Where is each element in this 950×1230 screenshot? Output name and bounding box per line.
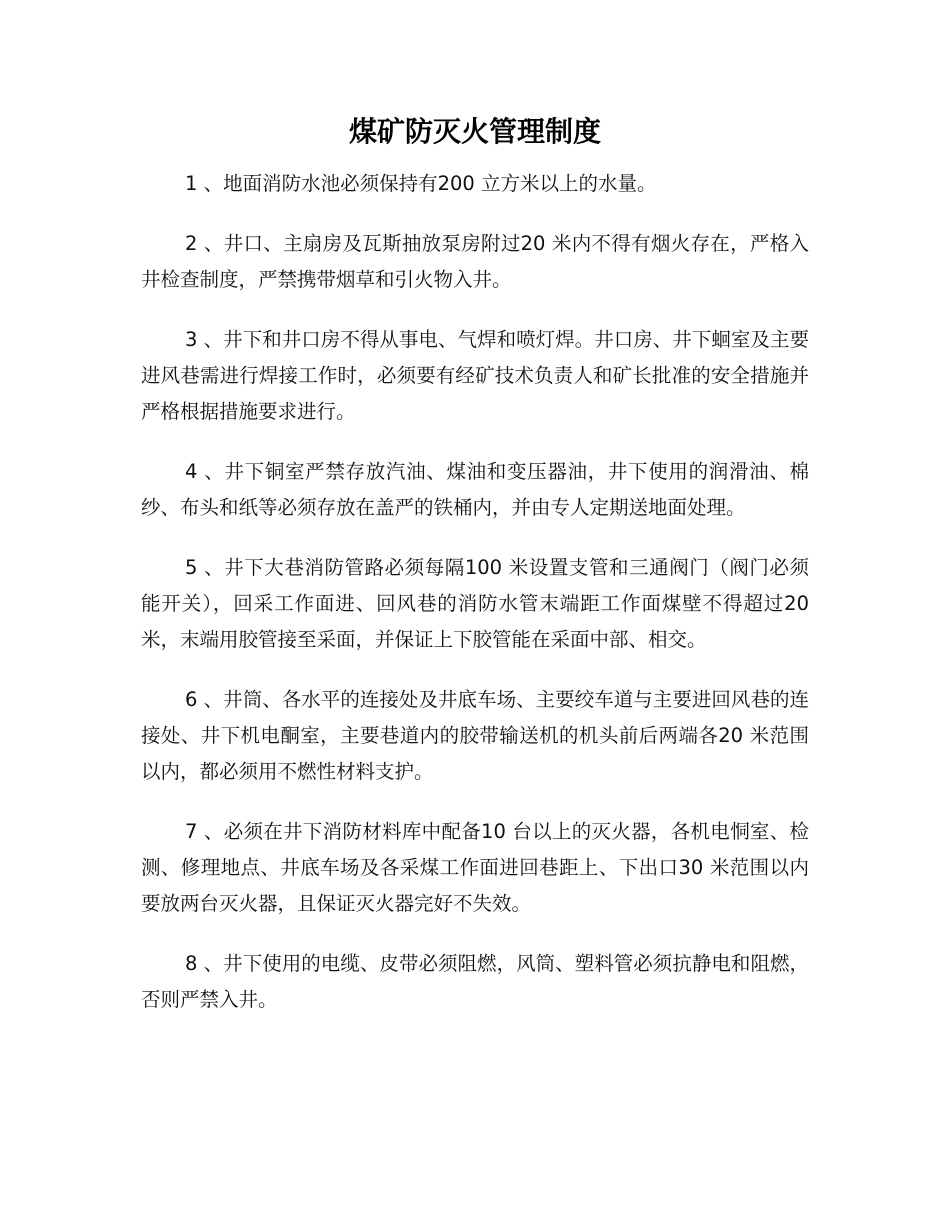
- paragraph-2: 2 、井口、主扇房及瓦斯抽放泵房附过20 米内不得有烟火存在，严格入井检查制度，严禁携带烟草和引火物入井。: [141, 232, 809, 291]
- document-body: [141, 166, 809, 1042]
- paragraph-3: 3 、井下和井口房不得从事电、气焊和喷灯焊。井口房、井下蛔室及主要进风巷需进行焊接工作时，必须要有经矿技术负责人和矿长批准的安全措施并严格根据措施要求进行。: [141, 328, 809, 423]
- paragraph-6: 6 、井筒、各水平的连接处及井底车场、主要绞车道与主要进回风巷的连接处、井下机电酮室，主要巷道内的胶带输送机的机头前后两端各20 米范围以内，都必须用不燃性材料支护。: [141, 688, 809, 783]
- paragraph-1: 1 、地面消防水池必须保持有200 立方米以上的水量。: [185, 172, 657, 195]
- paragraph-8: 8 、井下使用的电缆、皮带必须阻燃，风筒、塑料管必须抗静电和阻燃，否则严禁入井。: [141, 952, 809, 1011]
- document-title: 煤矿防灭火管理制度: [348, 115, 601, 148]
- paragraph-7: 7 、必须在井下消防材料库中配备10 台以上的灭火器，各机电恫室、检测、修理地点、井底车场及各采煤工作面进回巷距上、下出口30 米范围以内要放两台灭火器，且保证灭火器完好不失效。: [141, 820, 809, 915]
- paragraph-4: 4 、井下铜室严禁存放汽油、煤油和变压器油，井下使用的润滑油、棉纱、布头和纸等必须存放在盖严的铁桶内，并由专人定期送地面处理。: [141, 460, 809, 519]
- paragraph-5: 5 、井下大巷消防管路必须每隔100 米设置支管和三通阀门（阀门必须能开关），回采工作面进、回风巷的消防水管末端距工作面煤壁不得超过20 米，末端用胶管接至采面，并保证上下胶管能在采面中部、相交。: [141, 556, 809, 651]
